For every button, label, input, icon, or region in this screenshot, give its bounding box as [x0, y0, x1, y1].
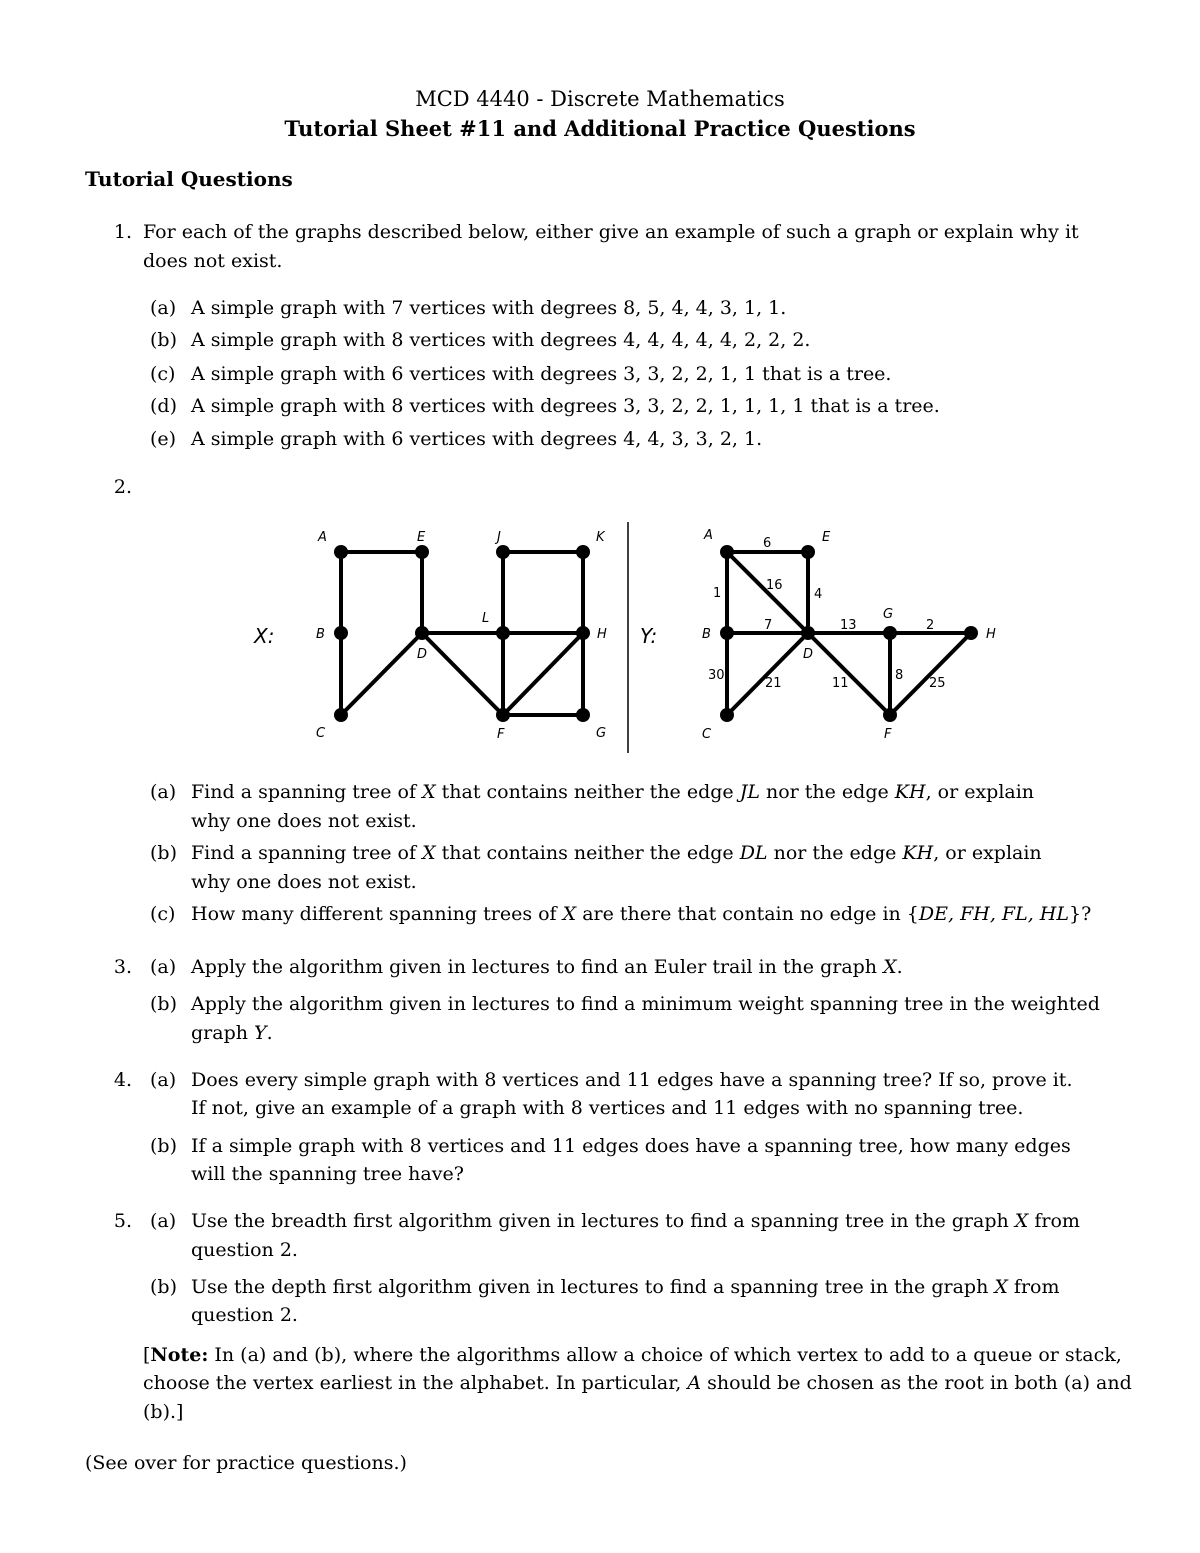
label-y-e: E: [822, 530, 831, 545]
q5-part-a-line2: question 2.: [191, 1239, 298, 1261]
edge-cd: [341, 633, 422, 715]
q1-part-e-label: (e): [150, 428, 177, 450]
vertex-h: [576, 626, 590, 640]
vertex-a: [334, 545, 348, 559]
vertex-c: [334, 708, 348, 722]
q5-number: 5.: [113, 1210, 132, 1232]
label-x-h: H: [597, 627, 607, 642]
weight-bd: 7: [764, 618, 773, 633]
q5-part-b-label: (b): [150, 1276, 177, 1298]
q2-part-c-label: (c): [150, 903, 176, 925]
label-x-j: J: [497, 530, 501, 545]
q4-part-b-line2: will the spanning tree have?: [191, 1163, 464, 1185]
vertex-y-b: [720, 626, 734, 640]
q4-part-a-line2: If not, give an example of a graph with 8 vertices and 11 edges with no spanning tree.: [191, 1097, 1024, 1119]
label-x-k: K: [596, 530, 605, 545]
q5-note-line3: (b).]: [143, 1401, 184, 1423]
weight-bc: 30: [708, 668, 725, 683]
q1-part-a-label: (a): [150, 297, 177, 319]
label-x-l: L: [482, 611, 490, 626]
vertex-b: [334, 626, 348, 640]
vertex-l: [496, 626, 510, 640]
graph-x-name: X:: [254, 624, 275, 648]
q5-part-b-line2: question 2.: [191, 1304, 298, 1326]
q5-part-a-label: (a): [150, 1210, 177, 1232]
q1-part-b-text: A simple graph with 8 vertices with degrees 4, 4, 4, 4, 4, 2, 2, 2.: [191, 329, 811, 351]
q2-part-a-line2: why one does not exist.: [191, 810, 417, 832]
vertex-y-g: [883, 626, 897, 640]
q5-note-line1: [Note: In (a) and (b), where the algorithms allow a choice of which vertex to add to a queue or stack,: [143, 1344, 1122, 1366]
vertex-e: [415, 545, 429, 559]
q1-part-a-text: A simple graph with 7 vertices with degrees 8, 5, 4, 4, 3, 1, 1.: [191, 297, 787, 319]
weight-df: 11: [832, 676, 849, 691]
edge-df: [422, 633, 503, 715]
q4-part-b-label: (b): [150, 1135, 177, 1157]
weight-fh: 25: [929, 676, 946, 691]
q3-part-a-text: Apply the algorithm given in lectures to find an Euler trail in the graph X.: [191, 956, 903, 978]
label-y-a: A: [704, 528, 713, 543]
weight-ab: 1: [713, 586, 722, 601]
q1-part-b-label: (b): [150, 329, 177, 351]
q4-part-a-line1: Does every simple graph with 8 vertices and 11 edges have a spanning tree? If so, prove it.: [191, 1069, 1073, 1091]
label-x-a: A: [318, 530, 327, 545]
page-title: MCD 4440 - Discrete Mathematics: [415, 87, 785, 111]
graph-x: [341, 552, 583, 715]
label-y-b: B: [702, 627, 711, 642]
q2-number: 2.: [113, 476, 132, 498]
vertex-y-d: [801, 626, 815, 640]
q3-part-a-label: (a): [150, 956, 177, 978]
q5-part-a-line1: Use the breadth first algorithm given in lectures to find a spanning tree in the graph X from: [191, 1210, 1080, 1232]
label-x-c: C: [316, 726, 326, 741]
q2-part-a-label: (a): [150, 781, 177, 803]
vertex-y-f: [883, 708, 897, 722]
label-x-f: F: [497, 727, 505, 742]
q3-part-b-line2: graph Y.: [191, 1022, 273, 1044]
q1-part-d-text: A simple graph with 8 vertices with degrees 3, 3, 2, 2, 1, 1, 1, 1 that is a tree.: [191, 395, 940, 417]
q1-part-c-text: A simple graph with 6 vertices with degrees 3, 3, 2, 2, 1, 1 that is a tree.: [191, 363, 892, 385]
q5-part-b-line1: Use the depth first algorithm given in lectures to find a spanning tree in the graph X from: [191, 1276, 1060, 1298]
q2-part-b-line1: Find a spanning tree of X that contains neither the edge DL nor the edge KH, or explain: [191, 842, 1042, 864]
vertex-y-a: [720, 545, 734, 559]
label-x-d: D: [417, 647, 428, 662]
graphs-figure: [0, 510, 1200, 760]
q2-part-c-line1: How many different spanning trees of X are there that contain no edge in {DE, FH, FL, HL}?: [191, 903, 1092, 925]
q1-text-line1: For each of the graphs described below, either give an example of such a graph or explain why it: [143, 221, 1079, 243]
footer-note: (See over for practice questions.): [85, 1452, 407, 1474]
vertex-k: [576, 545, 590, 559]
q2-part-a-line1: Find a spanning tree of X that contains neither the edge JL nor the edge KH, or explain: [191, 781, 1035, 803]
vertex-f: [496, 708, 510, 722]
q4-number: 4.: [113, 1069, 132, 1091]
q4-part-b-line1: If a simple graph with 8 vertices and 11 edges does have a spanning tree, how many edges: [191, 1135, 1071, 1157]
q1-text-line2: does not exist.: [143, 250, 283, 272]
weight-dg: 13: [840, 618, 857, 633]
vertex-y-e: [801, 545, 815, 559]
label-y-d: D: [803, 647, 814, 662]
edge-y-df: [808, 633, 890, 715]
q3-part-b-line1: Apply the algorithm given in lectures to find a minimum weight spanning tree in the weighted: [191, 993, 1100, 1015]
vertex-y-h: [964, 626, 978, 640]
vertex-y-c: [720, 708, 734, 722]
q1-number: 1.: [113, 221, 132, 243]
q3-number: 3.: [113, 956, 132, 978]
q1-part-c-label: (c): [150, 363, 176, 385]
section-title: Tutorial Questions: [85, 167, 293, 191]
q1-part-e-text: A simple graph with 6 vertices with degrees 4, 4, 3, 3, 2, 1.: [191, 428, 763, 450]
weight-cd: 21: [765, 676, 782, 691]
label-y-g: G: [883, 607, 894, 622]
page-subtitle: Tutorial Sheet #11 and Additional Practice Questions: [284, 116, 916, 141]
label-y-h: H: [986, 627, 996, 642]
label-y-f: F: [884, 727, 892, 742]
label-x-e: E: [417, 530, 426, 545]
q3-part-b-label: (b): [150, 993, 177, 1015]
q4-part-a-label: (a): [150, 1069, 177, 1091]
weight-gh: 2: [926, 618, 935, 633]
weight-gf: 8: [895, 668, 904, 683]
edge-fh: [503, 633, 583, 715]
q1-part-d-label: (d): [150, 395, 177, 417]
graph-y-name: Y:: [640, 624, 658, 648]
weight-ad: 16: [766, 578, 783, 593]
label-x-b: B: [316, 627, 325, 642]
weight-ae: 6: [763, 536, 772, 551]
label-y-c: C: [702, 727, 712, 742]
vertex-g: [576, 708, 590, 722]
q2-part-b-line2: why one does not exist.: [191, 871, 417, 893]
q5-note-line2: choose the vertex earliest in the alphabet. In particular, A should be chosen as the root in both (a) and: [143, 1372, 1132, 1394]
q2-part-b-label: (b): [150, 842, 177, 864]
label-x-g: G: [596, 726, 607, 741]
vertex-d: [415, 626, 429, 640]
weight-ed: 4: [814, 587, 823, 602]
edge-y-cd: [727, 633, 808, 715]
vertex-j: [496, 545, 510, 559]
